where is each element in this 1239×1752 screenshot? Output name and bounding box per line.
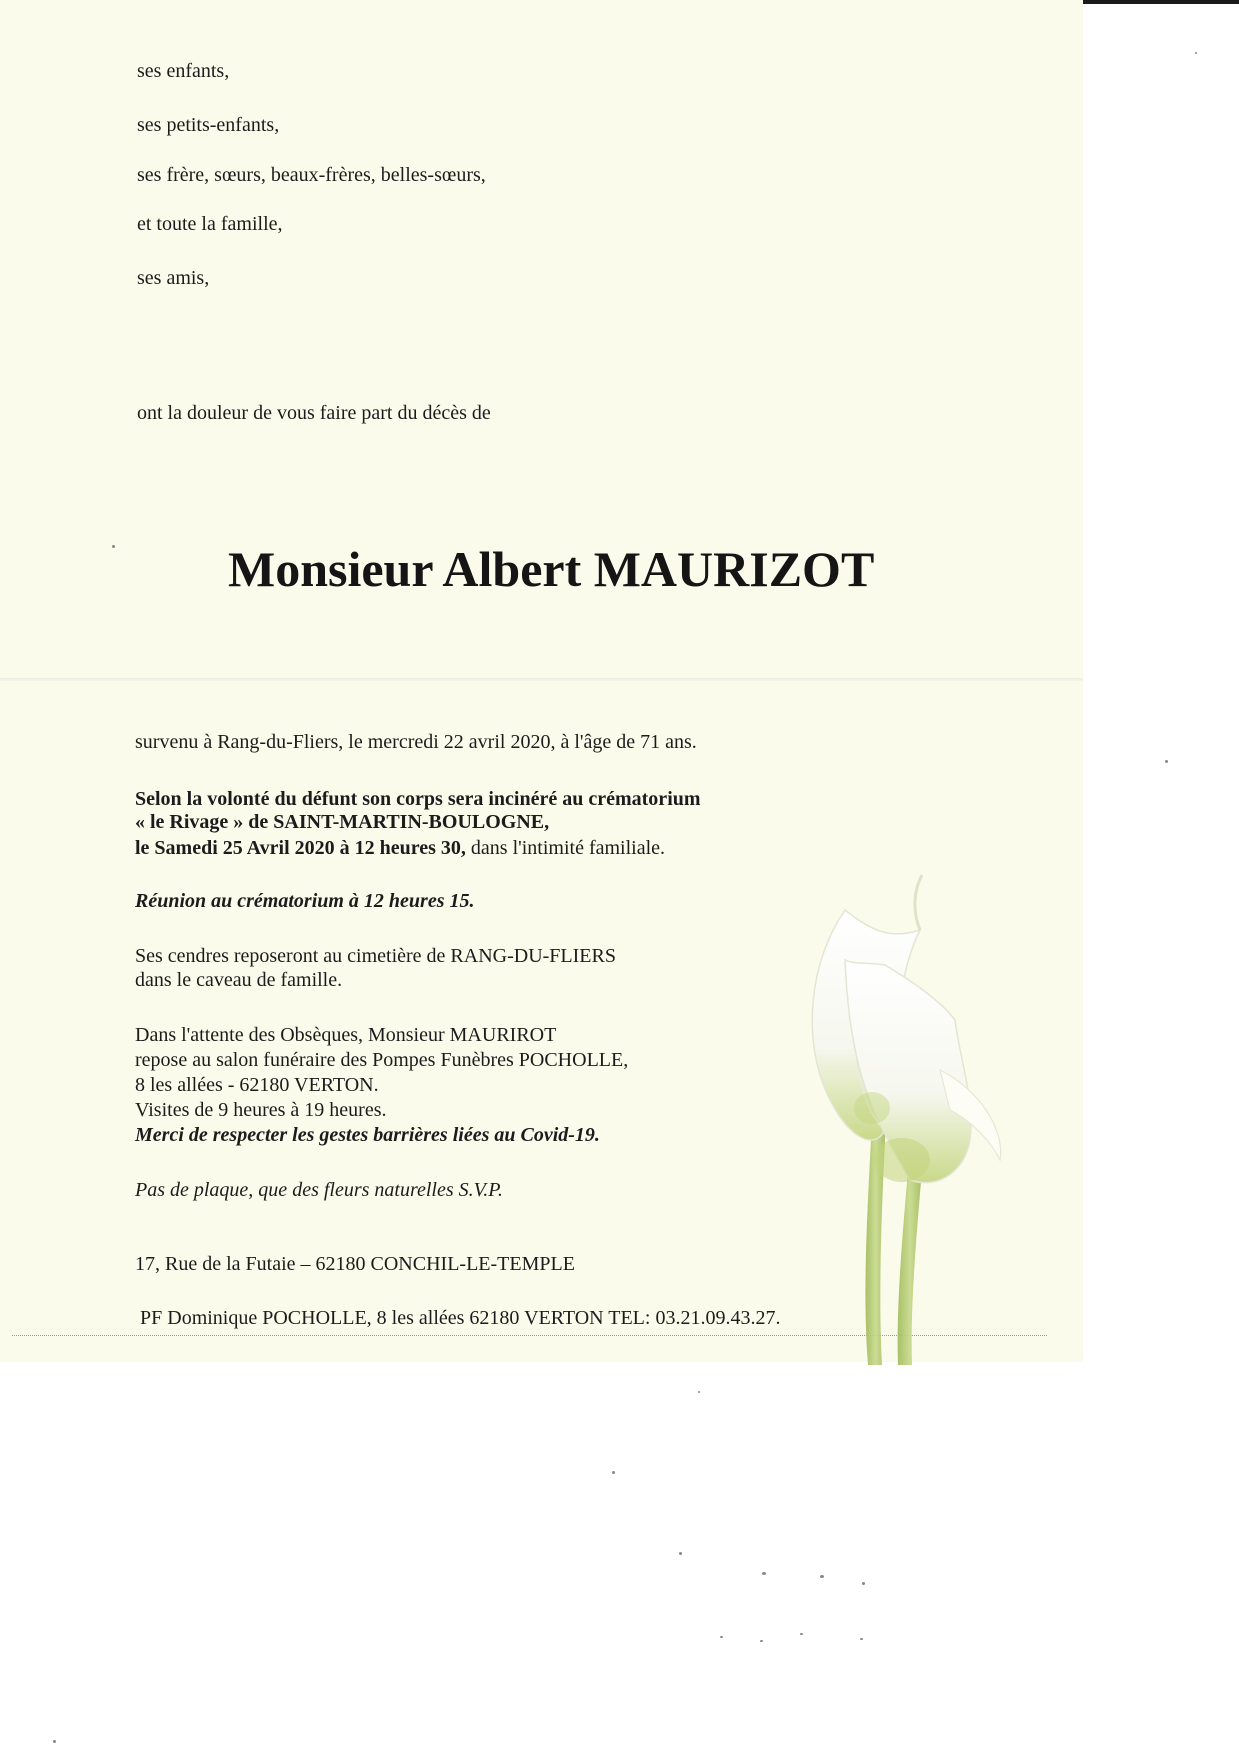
family-line-children: ses enfants,: [137, 60, 230, 82]
family-line-siblings: ses frère, sœurs, beaux-frères, belles-sœurs,: [137, 164, 486, 186]
family-line-whole-family: et toute la famille,: [137, 213, 283, 235]
scan-speck: [860, 1638, 863, 1640]
scan-speck: [862, 1582, 865, 1585]
scan-edge-line: [1083, 0, 1239, 4]
cremation-privacy: dans l'intimité familiale.: [465, 837, 666, 859]
scan-speck: [762, 1572, 766, 1575]
covid-notice: Merci de respecter les gestes barrières liées au Covid-19.: [135, 1124, 600, 1146]
scan-speck: [720, 1636, 723, 1638]
cremation-line-2: « le Rivage » de SAINT-MARTIN-BOULOGNE,: [135, 811, 550, 833]
scan-speck: [820, 1575, 824, 1578]
scan-speck: [612, 1471, 615, 1474]
scan-speck: [1165, 760, 1168, 763]
scan-speck: [112, 545, 115, 548]
ashes-line-2: dans le caveau de famille.: [135, 969, 343, 991]
death-info: survenu à Rang-du-Fliers, le mercredi 22 avril 2020, à l'âge de 71 ans.: [135, 731, 697, 753]
cremation-date: le Samedi 25 Avril 2020 à 12 heures 30,: [135, 837, 466, 859]
visitation-line-4: Visites de 9 heures à 19 heures.: [135, 1099, 387, 1121]
visitation-line-2: repose au salon funéraire des Pompes Funèbres POCHOLLE,: [135, 1049, 629, 1071]
flowers-request: Pas de plaque, que des fleurs naturelles S.V.P.: [135, 1179, 503, 1201]
deceased-name: Monsieur Albert MAURIZOT: [228, 541, 875, 597]
funeral-home-contact: PF Dominique POCHOLLE, 8 les allées 62180 VERTON TEL: 03.21.09.43.27.: [140, 1307, 781, 1329]
scan-speck: [1195, 52, 1197, 54]
calla-lily-icon: [790, 870, 1020, 1365]
visitation-line-3: 8 les allées - 62180 VERTON.: [135, 1074, 379, 1096]
family-line-friends: ses amis,: [137, 267, 210, 289]
cremation-line-3: [135, 835, 665, 861]
scan-speck: [698, 1391, 700, 1393]
scan-speck: [53, 1740, 56, 1743]
announcement-text: ont la douleur de vous faire part du décès de: [137, 402, 491, 424]
scan-speck: [800, 1633, 803, 1635]
cremation-line-1: Selon la volonté du défunt son corps sera incinéré au crématorium: [135, 788, 701, 810]
family-address: 17, Rue de la Futaie – 62180 CONCHIL-LE-TEMPLE: [135, 1253, 575, 1275]
scan-speck: [679, 1552, 682, 1555]
family-line-grandchildren: ses petits-enfants,: [137, 114, 280, 136]
fold-line: [0, 678, 1083, 681]
scan-speck: [760, 1640, 763, 1642]
ashes-line-1: Ses cendres reposeront au cimetière de RANG-DU-FLIERS: [135, 945, 616, 967]
reunion-text: Réunion au crématorium à 12 heures 15.: [135, 890, 475, 912]
visitation-line-1: Dans l'attente des Obsèques, Monsieur MAURIROT: [135, 1024, 557, 1046]
